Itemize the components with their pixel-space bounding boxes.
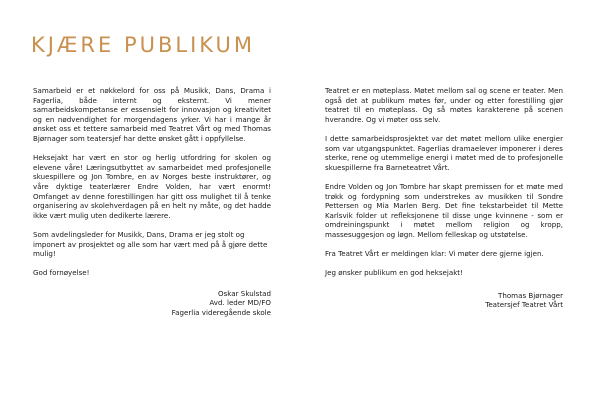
left-signature xyxy=(33,289,271,318)
signature-role: Avd. leder MD/FO xyxy=(209,298,271,308)
signature-org: Fagerlia videregående skole xyxy=(171,308,271,318)
left-paragraph-1: Samarbeid er et nøkkelord for oss på Musikk, Dans, Drama i Fagerlia, både internt og eksternt. Vi mener samarbeidskompetanse er essensielt for innovasjon og kreativitet og en nødvendighet for morgendagens yrker. Vi har i mange år ønsket oss et tettere samarbeid med Teatret Vårt og med Thomas Bjørnager som teatersjef har dette ønsket gått i oppfyllelse. xyxy=(33,86,271,143)
page-title: KJÆRE PUBLIKUM xyxy=(31,33,255,57)
right-paragraph-4: Fra Teatret Vårt er meldingen klar: Vi møter dere gjerne igjen. xyxy=(325,249,544,259)
right-paragraph-1: Teatret er en møteplass. Møtet mellom sal og scene er teater. Men også det at publikum møtes før, under og etter forestilling gjør teatret til en møteplass. Og så møtes karakterene på scenen hverandre. Og vi møter oss selv. xyxy=(325,86,563,124)
right-paragraph-5: Jeg ønsker publikum en god heksejakt! xyxy=(325,268,463,278)
right-paragraph-2: I dette samarbeidsprosjektet var det møtet mellom ulike energier som var utgangspunktet. Fagerlias dramaelever imponerer i deres sterke, rene og utemmelige energi i møtet med de to profesjonelle skuespillerne fra Barneteatret Vårt. xyxy=(325,133,563,172)
right-signature xyxy=(325,291,563,310)
left-paragraph-2: Heksejakt har vært en stor og herlig utfordring for skolen og elevene våre! Læringsutbyttet av samarbeidet med profesjonelle skuespillere og Jon Tombre, en av Norges beste instruktører, og våre dyktige teaterlærer Endre Volden, har vært enormt! Omfanget av denne forestillingen har gitt oss mulighet til å tenke organisering av skolehverdagen på en helt ny måte, og det hadde ikke vært mulig uten dedikerte lærere. xyxy=(33,153,271,220)
signature-name: Oskar Skulstad xyxy=(218,288,271,298)
left-column xyxy=(33,86,271,318)
left-paragraph-3: Som avdelingsleder for Musikk, Dans, Drama er jeg stolt og imponert av prosjektet og alle som har vært med på å gjøre dette mulig! xyxy=(33,229,268,259)
right-paragraph-3: Endre Volden og Jon Tombre har skapt premissen for et møte med trøkk og fordypning som understrekes av musikken til Sondre Pettersen og Mia Marlen Berg. Det fine tekstarbeidet til Mette Karlsvik folder ut refleksjonene til disse unge kvinnene - som er omdreiningspunkt i møtet mellom religion og kropp, massesuggesjon og løgn. Mellom felleskap og utstøtelse. xyxy=(325,181,563,239)
signature-name: Thomas Bjørnager xyxy=(498,290,563,300)
right-column xyxy=(325,86,563,310)
left-paragraph-4: God fornøyelse! xyxy=(33,268,90,278)
signature-role: Teatersjef Teatret Vårt xyxy=(485,300,563,310)
